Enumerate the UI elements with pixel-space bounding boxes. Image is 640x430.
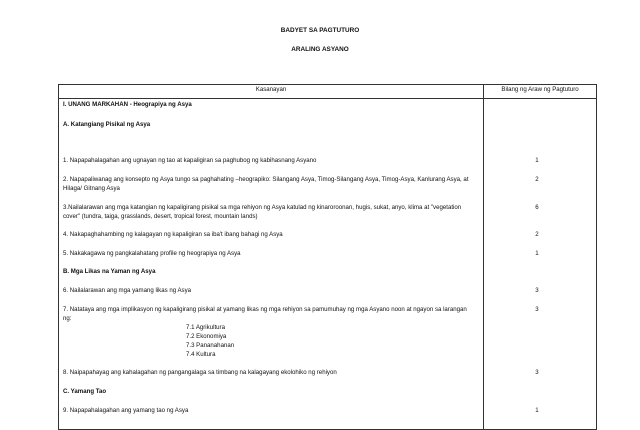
- competency-item-2: 2. Napapaliwanag ang konsepto ng Asya tungo sa paghahating –heograpiko: Silangang Asya, Timog-Silangang Asya, Timog-Asya, Kanlurang Asya, at Hilaga/ Gitnang Asya: [63, 176, 469, 192]
- quarter-heading: I. UNANG MARKAHAN - Heograpiya ng Asya: [63, 101, 192, 108]
- subitem-kultura: 7.4 Kultura: [186, 351, 216, 358]
- days-value-1: 1: [535, 157, 539, 164]
- document-subtitle: ARALING ASYANO: [291, 46, 349, 53]
- competency-item-8: 8. Naipapahayag ang kahalagahan ng pangangalaga sa timbang na kalagayang ekolohiko ng rehiyon: [63, 369, 337, 376]
- subitem-agrikultura: 7.1 Agrikultura: [186, 324, 225, 331]
- competency-cell: [59, 99, 484, 430]
- document-title: BADYET SA PAGTUTURO: [280, 27, 360, 34]
- section-heading-b: B. Mga Likas na Yaman ng Asya: [63, 268, 156, 275]
- competency-item-7: 7. Natataya ang mga implikasyon ng kapaligirang pisikal at yamang likas ng mga rehiyon sa pamumuhay ng mga Asyano noon at ngayon sa larangan ng:: [63, 306, 467, 322]
- days-value-6: 3: [535, 287, 539, 294]
- days-cell: [484, 99, 597, 430]
- subitem-ekonomiya: 7.2 Ekonomiya: [186, 333, 227, 340]
- days-value-8: 3: [535, 369, 539, 376]
- table-header-row: [59, 85, 597, 99]
- table-body-row: [59, 99, 597, 430]
- competency-item-5: 5. Nakakagawa ng pangkalahatang profile ng heograpiya ng Asya: [63, 250, 241, 257]
- days-value-5: 1: [535, 250, 539, 257]
- column-header-days: Bilang ng Araw ng Pagtuturo: [484, 85, 597, 99]
- days-value-9: 1: [535, 407, 539, 414]
- days-value-3: 6: [535, 204, 539, 211]
- competency-item-1: 1. Napapahalagahan ang ugnayan ng tao at kapaligiran sa paghubog ng kabihasnang Asyano: [63, 157, 317, 164]
- subitem-pananahanan: 7.3 Pananahanan: [186, 342, 235, 349]
- column-header-kasanayan: Kasanayan: [59, 85, 484, 99]
- section-heading-a: A. Katangiang Pisikal ng Asya: [63, 121, 151, 128]
- competency-item-6: 6. Nailalarawan ang mga yamang likas ng Asya: [63, 287, 192, 294]
- section-heading-c: C. Yamang Tao: [63, 388, 107, 395]
- competency-item-3: 3.Nailalarawan ang mga katangian ng kapaligirang pisikal sa mga rehiyon ng Asya katulad ng kinaroroonan, hugis, sukat, anyo, klima at "vegetation cover" (tundra, taiga, grasslands, desert, tropical forest, mountain lands): [63, 204, 462, 220]
- days-value-7: 3: [535, 306, 539, 313]
- competency-item-9: 9. Napapahalagahan ang yamang tao ng Asya: [63, 407, 189, 414]
- days-value-2: 2: [535, 176, 539, 183]
- competency-item-4: 4. Nakapaghahambing ng kalagayan ng kapaligiran sa iba't ibang bahagi ng Asya: [63, 231, 283, 238]
- budget-table: [58, 84, 597, 430]
- days-value-4: 2: [535, 231, 539, 238]
